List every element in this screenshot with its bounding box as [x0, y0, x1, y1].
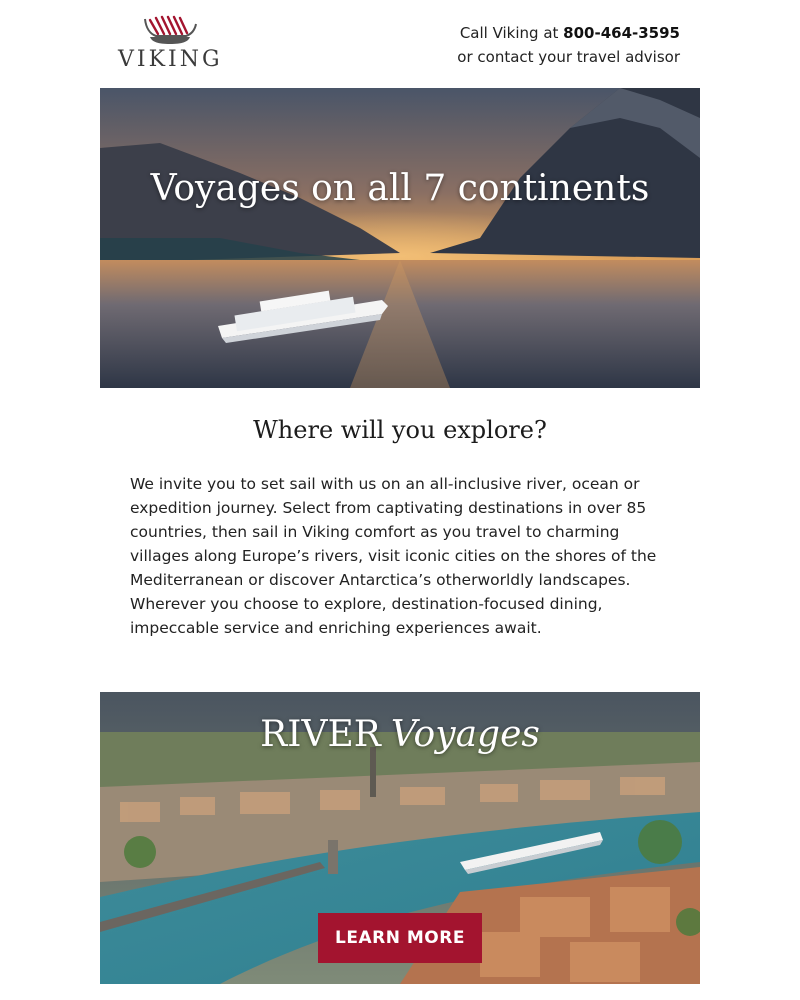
phone-link[interactable]: 800-464-3595	[563, 24, 680, 42]
river-title-script: Voyages	[390, 714, 540, 755]
hero-title: Voyages on all 7 continents	[150, 168, 650, 209]
email-header	[0, 0, 800, 88]
learn-more-button[interactable]: LEARN MORE	[318, 913, 482, 963]
river-title-caps: RIVER	[260, 714, 381, 755]
logo-wordmark: VIKING	[118, 47, 223, 72]
intro-paragraph: We invite you to set sail with us on an all-inclusive river, ocean or expedition journey. Select from captivating destinations in over 85 countries, then sail in Viking comfort as you travel to charming villages along Europe’s rivers, visit iconic cities on the shores of the Mediterranean or discover Antarctica’s otherworldly landscapes. Wherever you choose to explore, destination-focused dining, impeccable service and enriching experiences await.	[130, 475, 657, 637]
viking-logo[interactable]	[118, 14, 222, 76]
contact-info	[457, 21, 680, 69]
contact-line-2: or contact your travel advisor	[457, 48, 680, 66]
contact-prefix: Call Viking at	[459, 24, 564, 42]
hero-fjord-image	[100, 88, 700, 388]
longship-icon	[140, 14, 200, 46]
river-voyages-banner[interactable]	[100, 692, 700, 984]
section-heading: Where will you explore?	[253, 416, 547, 444]
river-voyages-title	[100, 714, 700, 755]
contact-line-1	[457, 21, 680, 45]
hero-banner[interactable]	[100, 88, 700, 388]
